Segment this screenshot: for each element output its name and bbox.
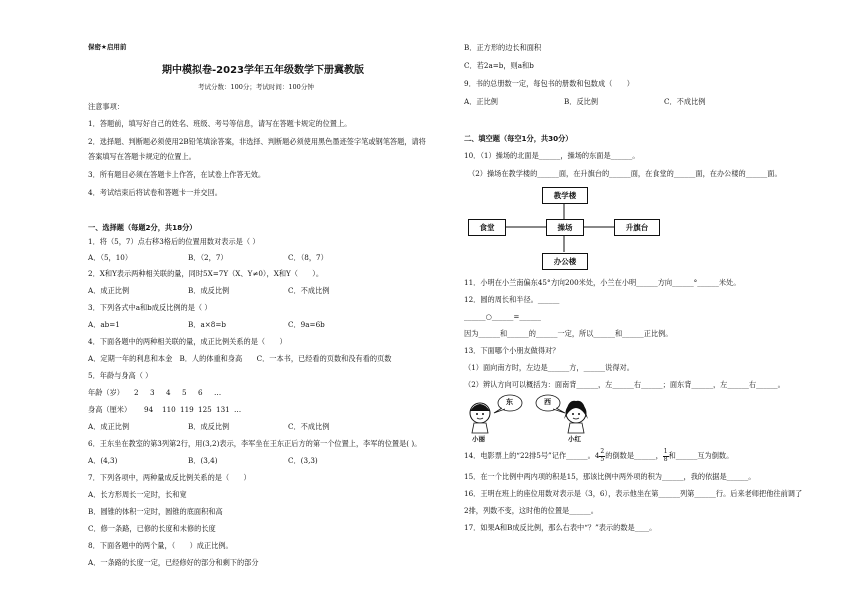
notes-heading: 注意事项： bbox=[88, 102, 124, 111]
question-13-1: （1）面向南方时，左边是______方，______说得对。 bbox=[464, 363, 634, 372]
q6-option-c[interactable]: C．(3,3) bbox=[288, 456, 318, 465]
question-9: 9．书的总册数一定，每包书的册数和包数成（ ） bbox=[464, 79, 634, 88]
question-12: 12．圆的周长和半径。______ bbox=[464, 295, 560, 304]
map-node-north: 教学楼 bbox=[542, 187, 588, 204]
q14-text-3: 和______互为倒数。 bbox=[668, 451, 734, 461]
q14-frac2-num: 1 bbox=[663, 448, 668, 455]
q5-height-cell: … bbox=[234, 405, 242, 414]
section2-heading: 二、填空题（每空1分，共30分） bbox=[464, 134, 573, 143]
question-12-formula: ______○______=______ bbox=[464, 312, 541, 321]
map-node-west: 食堂 bbox=[468, 219, 506, 236]
q2-option-c[interactable]: C．不成比例 bbox=[288, 286, 330, 295]
question-13: 13．下面哪个小朋友做得对？ bbox=[464, 346, 560, 355]
q5-option-b[interactable]: B．成反比例 bbox=[188, 422, 230, 431]
q5-age-cell: 4 bbox=[166, 388, 171, 397]
question-5: 5．年龄与身高（ ） bbox=[88, 371, 153, 380]
q1-option-b[interactable]: B．（2，7） bbox=[188, 253, 228, 262]
note-1: 1．答题前，填写好自己的姓名、班级、考号等信息，请写在答题卡规定的位置上。 bbox=[88, 119, 352, 128]
q5-age-cell: 2 bbox=[134, 388, 139, 397]
q6-option-a[interactable]: A．(4,3) bbox=[88, 456, 118, 465]
q14-frac1-den: 5 bbox=[600, 455, 605, 463]
note-2a: 2．选择题、判断题必须使用2B铅笔填涂答案，非选择、判断题必须使用黑色墨迹签字笔或钢笔答题，请将 bbox=[88, 137, 426, 146]
q5-height-cell: 94 bbox=[144, 405, 154, 414]
q5-height-cell: 119 bbox=[180, 405, 194, 414]
q5-age-cell: 6 bbox=[198, 388, 203, 397]
note-3: 3．所有题目必须在答题卡上作答，在试卷上作答无效。 bbox=[88, 170, 266, 179]
kid-xiaoli-label: 小丽 bbox=[472, 435, 485, 443]
map-node-center: 操场 bbox=[546, 219, 584, 236]
exam-info: 考试分数：100分；考试时间：100分钟 bbox=[198, 83, 314, 91]
question-16b: 2排，列数不变，这时他的位置是______。 bbox=[464, 506, 598, 515]
question-15: 15．在一个比例中两内项的积是15，那该比例中两外项的积为______，我的依据是______。 bbox=[464, 472, 756, 481]
campus-map bbox=[464, 185, 664, 270]
q14-text-1: 14．电影票上的“22排5号”记作______。4 bbox=[464, 451, 600, 461]
question-14 bbox=[464, 449, 733, 463]
q5-height-cell: 110 bbox=[162, 405, 176, 414]
q14-frac1-num: 2 bbox=[600, 448, 605, 455]
map-node-south: 办公楼 bbox=[542, 253, 588, 270]
q5-height-label: 身高（厘米） bbox=[88, 405, 132, 414]
q5-age-cell: 5 bbox=[182, 388, 187, 397]
question-17: 17．如果A和B成反比例，那么右表中“？”表示的数是____。 bbox=[464, 523, 657, 532]
q9-option-c[interactable]: C．不成比例 bbox=[664, 97, 706, 106]
question-16a: 16．王明在班上的座位用数对表示是（3，6），表示他坐在第______列第______行。后来老师把他往前调了 bbox=[464, 489, 803, 498]
q9-option-b[interactable]: B．反比例 bbox=[564, 97, 599, 106]
q5-age-label: 年龄（岁） bbox=[88, 388, 124, 397]
q8-option-a[interactable]: A．一条路的长度一定，已经修好的部分和剩下的部分 bbox=[88, 558, 259, 567]
q2-option-a[interactable]: A．成正比例 bbox=[88, 286, 130, 295]
q5-age-cell: … bbox=[214, 388, 222, 397]
q7-option-a[interactable]: A．长方形周长一定时，长和宽 bbox=[88, 490, 187, 499]
q6-option-b[interactable]: B．(3,4) bbox=[188, 456, 218, 465]
question-1: 1．将（5，7）点右移3格后的位置用数对表示是（ ） bbox=[88, 237, 260, 246]
q5-age-cell: 3 bbox=[150, 388, 155, 397]
question-2: 2．X和Y表示两种相关联的量，同时5X=7Y（X、Y≠0），X和Y（ ）。 bbox=[88, 269, 324, 278]
kids-illustration bbox=[464, 393, 614, 443]
q7-option-b[interactable]: B．圆锥的体积一定时，圆锥的底面积和高 bbox=[88, 507, 223, 516]
question-8: 8．下面各题中的两个量，（ ）成正比例。 bbox=[88, 541, 233, 550]
q14-text-2: 的倒数是______， bbox=[605, 451, 663, 461]
map-node-east: 升旗台 bbox=[614, 219, 660, 236]
q5-height-cell: 131 bbox=[216, 405, 230, 414]
q3-option-a[interactable]: A．ab=1 bbox=[88, 320, 120, 329]
q14-frac2-den: 8 bbox=[663, 455, 668, 463]
question-10-2: （2）操场在教学楼的______面，在升旗台的______面，在食堂的______面，在办公楼的______面。 bbox=[468, 169, 782, 178]
q8-option-c[interactable]: C．若2a=b，则a和b bbox=[464, 61, 534, 70]
q5-option-a[interactable]: A．成正比例 bbox=[88, 422, 130, 431]
kids-drawing bbox=[464, 393, 614, 443]
kid-xiaohong-label: 小红 bbox=[568, 435, 581, 443]
note-4: 4．考试结束后将试卷和答题卡一并交回。 bbox=[88, 188, 222, 197]
secret-label: 保密★启用前 bbox=[88, 43, 127, 51]
page-title: 期中模拟卷-2023学年五年级数学下册冀教版 bbox=[162, 65, 364, 76]
question-3: 3．下列各式中a和b成反比例的是（ ） bbox=[88, 303, 212, 312]
question-4: 4．下面各题中的两种相关联的量，成正比例关系的是（ ） bbox=[88, 337, 287, 346]
section1-heading: 一、选择题（每题2分，共18分） bbox=[88, 223, 197, 232]
q5-height-cell: 125 bbox=[198, 405, 212, 414]
q3-option-b[interactable]: B．a×8=b bbox=[188, 320, 226, 329]
q1-option-c[interactable]: C．（8，7） bbox=[288, 253, 328, 262]
question-12-reason: 因为______和______的______一定，所以______和______正比例。 bbox=[464, 329, 673, 338]
q9-option-a[interactable]: A．正比例 bbox=[464, 97, 498, 106]
q8-option-b[interactable]: B．正方形的边长和面积 bbox=[464, 43, 542, 52]
question-10-1: 10．（1）操场的北面是______，操场的东面是______。 bbox=[464, 151, 640, 160]
note-2b: 答案填写在答题卡规定的位置上。 bbox=[88, 152, 196, 161]
q3-option-c[interactable]: C．9a=6b bbox=[288, 320, 325, 329]
q2-option-b[interactable]: B．成反比例 bbox=[188, 286, 230, 295]
question-13-2: （2）辨认方向可以概括为：面南背______，左______右______；面东背______，左______右______。 bbox=[464, 380, 785, 389]
q7-option-c[interactable]: C．修一条路，已修的长度和未修的长度 bbox=[88, 524, 216, 533]
q5-option-c[interactable]: C．不成比例 bbox=[288, 422, 330, 431]
question-11: 11．小明在小兰南偏东45°方向200米处，小兰在小明______方向______°______米处。 bbox=[464, 278, 741, 287]
q1-option-a[interactable]: A．（5，10） bbox=[88, 253, 133, 262]
question-7: 7．下列各项中，两种量成反比例关系的是（ ） bbox=[88, 473, 251, 482]
question-6: 6．王东坐在教室的第3列第2行，用(3,2)表示，李军坐在王东正后方的第一个位置上，李军的位置是( )。 bbox=[88, 439, 422, 448]
bubble-west: 西 bbox=[544, 398, 551, 406]
q4-options[interactable]: A．定期一年的利息和本金 B．人的体重和身高 C．一本书，已经看的页数和没有看的页数 bbox=[88, 354, 392, 363]
bubble-east: 东 bbox=[506, 398, 513, 406]
